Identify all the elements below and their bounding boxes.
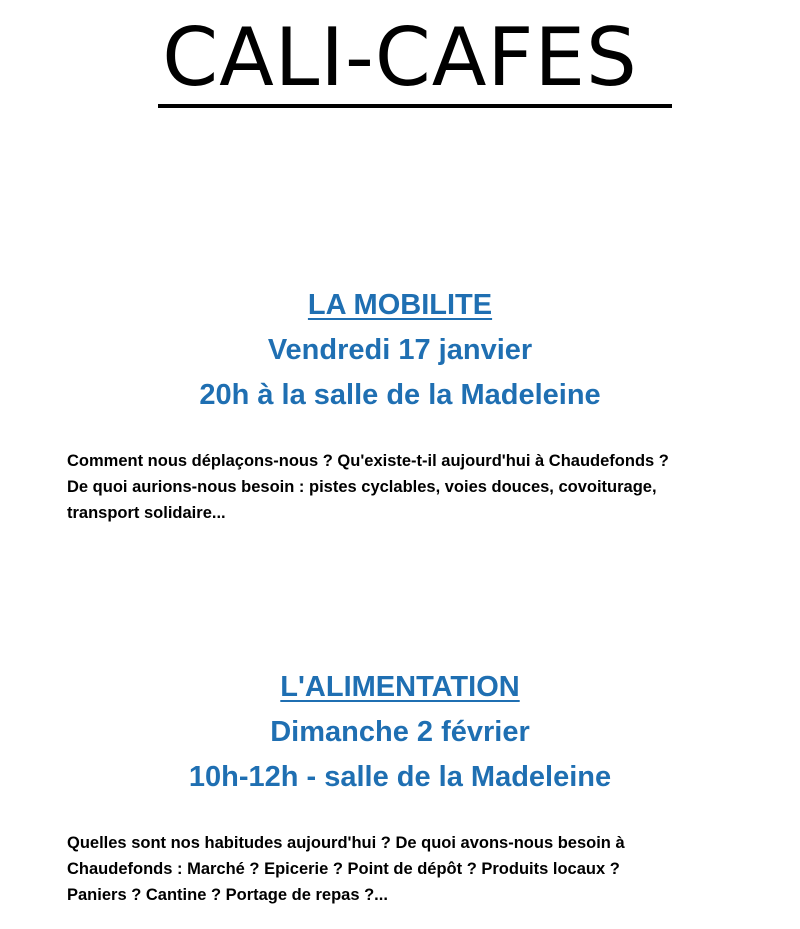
event-topic: LA MOBILITE <box>307 289 493 321</box>
event-description-line: De quoi aurions-nous besoin : pistes cyclables, voies douces, covoiturage, <box>67 478 657 496</box>
event-description <box>67 448 767 526</box>
page-title: CALI-CAFES <box>162 11 638 104</box>
event-description-line: Quelles sont nos habitudes aujourd'hui ? De quoi avons-nous besoin à <box>67 834 625 852</box>
event-description-line: Chaudefonds : Marché ? Epicerie ? Point de dépôt ? Produits locaux ? <box>67 860 620 878</box>
event-description-line: transport solidaire... <box>67 504 226 522</box>
event-description-line: Comment nous déplaçons-nous ? Qu'existe-t-il aujourd'hui à Chaudefonds ? <box>67 452 669 470</box>
title-underline <box>158 104 672 108</box>
event-date: Dimanche 2 février <box>270 716 530 748</box>
event-topic: L'ALIMENTATION <box>280 671 520 703</box>
event-food <box>0 665 800 904</box>
event-place: 10h-12h - salle de la Madeleine <box>188 761 612 793</box>
event-date: Vendredi 17 janvier <box>267 334 533 366</box>
event-description-line: Paniers ? Cantine ? Portage de repas ?... <box>67 886 388 904</box>
event-mobility <box>0 283 800 522</box>
event-place: 20h à la salle de la Madeleine <box>199 379 601 411</box>
event-description <box>67 830 767 908</box>
